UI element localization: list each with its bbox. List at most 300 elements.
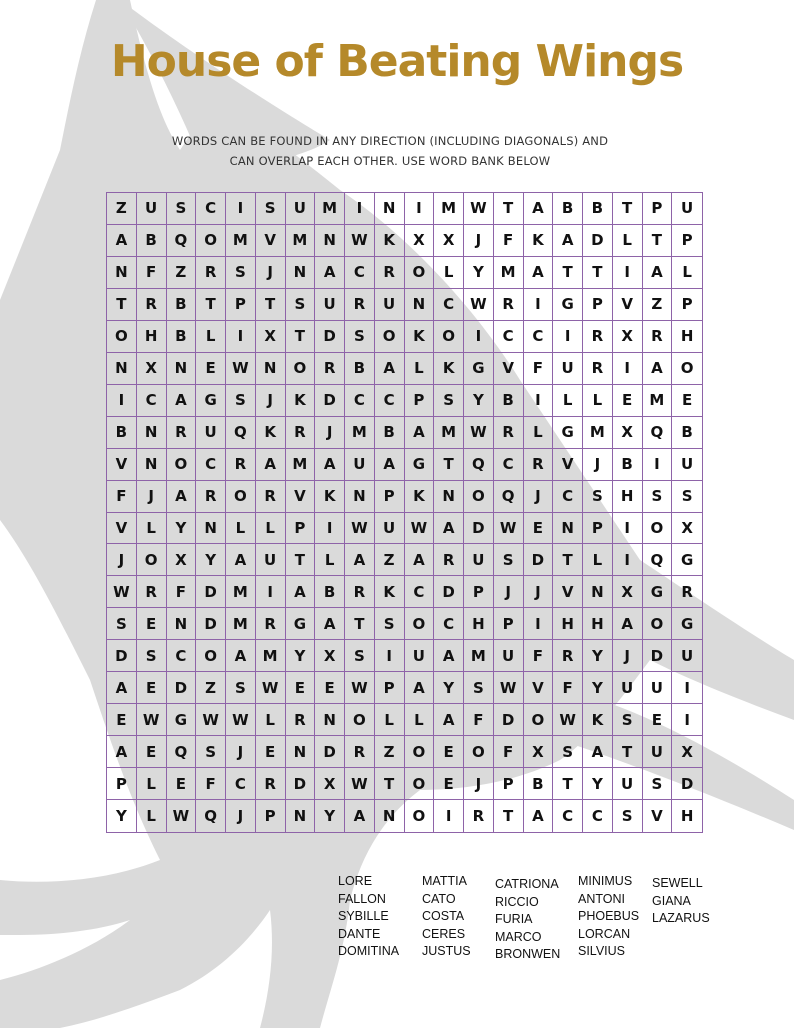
grid-cell[interactable]: S: [226, 672, 256, 704]
grid-cell[interactable]: O: [196, 640, 226, 672]
grid-cell[interactable]: N: [405, 289, 435, 321]
grid-cell[interactable]: J: [107, 544, 137, 576]
grid-cell[interactable]: T: [375, 768, 405, 800]
grid-cell[interactable]: D: [286, 768, 316, 800]
grid-cell[interactable]: P: [494, 768, 524, 800]
grid-cell[interactable]: I: [613, 544, 643, 576]
grid-cell[interactable]: C: [196, 449, 226, 481]
grid-cell[interactable]: S: [107, 608, 137, 640]
grid-cell[interactable]: S: [226, 257, 256, 289]
grid-cell[interactable]: U: [672, 640, 702, 672]
grid-cell[interactable]: H: [464, 608, 494, 640]
grid-cell[interactable]: S: [553, 736, 583, 768]
grid-cell[interactable]: O: [643, 513, 673, 545]
grid-cell[interactable]: O: [672, 353, 702, 385]
grid-cell[interactable]: Y: [286, 640, 316, 672]
grid-cell[interactable]: A: [286, 576, 316, 608]
grid-cell[interactable]: O: [196, 225, 226, 257]
grid-cell[interactable]: W: [226, 704, 256, 736]
grid-cell[interactable]: U: [613, 768, 643, 800]
grid-cell[interactable]: T: [256, 289, 286, 321]
grid-cell[interactable]: P: [286, 513, 316, 545]
grid-cell[interactable]: L: [672, 257, 702, 289]
grid-cell[interactable]: I: [315, 513, 345, 545]
grid-cell[interactable]: J: [256, 385, 286, 417]
grid-cell[interactable]: J: [524, 576, 554, 608]
grid-cell[interactable]: M: [494, 257, 524, 289]
grid-cell[interactable]: X: [672, 513, 702, 545]
grid-cell[interactable]: D: [643, 640, 673, 672]
grid-cell[interactable]: I: [643, 449, 673, 481]
grid-cell[interactable]: N: [107, 353, 137, 385]
grid-cell[interactable]: I: [672, 672, 702, 704]
grid-cell[interactable]: S: [583, 481, 613, 513]
grid-cell[interactable]: E: [167, 768, 197, 800]
grid-cell[interactable]: S: [375, 608, 405, 640]
grid-cell[interactable]: T: [494, 800, 524, 832]
grid-cell[interactable]: T: [553, 544, 583, 576]
grid-cell[interactable]: P: [256, 800, 286, 832]
grid-cell[interactable]: Q: [494, 481, 524, 513]
grid-cell[interactable]: J: [494, 576, 524, 608]
grid-cell[interactable]: M: [315, 193, 345, 225]
grid-cell[interactable]: R: [345, 289, 375, 321]
grid-cell[interactable]: A: [107, 672, 137, 704]
grid-cell[interactable]: C: [494, 449, 524, 481]
grid-cell[interactable]: X: [256, 321, 286, 353]
grid-cell[interactable]: X: [613, 576, 643, 608]
grid-cell[interactable]: C: [345, 257, 375, 289]
grid-cell[interactable]: H: [553, 608, 583, 640]
grid-cell[interactable]: V: [107, 513, 137, 545]
grid-cell[interactable]: V: [613, 289, 643, 321]
grid-cell[interactable]: T: [286, 321, 316, 353]
grid-cell[interactable]: F: [107, 481, 137, 513]
grid-cell[interactable]: J: [137, 481, 167, 513]
grid-cell[interactable]: I: [405, 193, 435, 225]
grid-cell[interactable]: R: [464, 800, 494, 832]
grid-cell[interactable]: Y: [196, 544, 226, 576]
grid-cell[interactable]: P: [405, 385, 435, 417]
grid-cell[interactable]: G: [553, 417, 583, 449]
grid-cell[interactable]: E: [315, 672, 345, 704]
grid-cell[interactable]: T: [613, 736, 643, 768]
grid-cell[interactable]: A: [583, 736, 613, 768]
grid-cell[interactable]: N: [553, 513, 583, 545]
grid-cell[interactable]: D: [583, 225, 613, 257]
grid-cell[interactable]: N: [286, 736, 316, 768]
grid-cell[interactable]: Q: [196, 800, 226, 832]
grid-cell[interactable]: U: [375, 289, 405, 321]
grid-cell[interactable]: L: [137, 513, 167, 545]
grid-cell[interactable]: W: [167, 800, 197, 832]
grid-cell[interactable]: D: [315, 321, 345, 353]
grid-cell[interactable]: D: [494, 704, 524, 736]
grid-cell[interactable]: O: [524, 704, 554, 736]
grid-cell[interactable]: E: [196, 353, 226, 385]
grid-cell[interactable]: D: [196, 608, 226, 640]
grid-cell[interactable]: N: [434, 481, 464, 513]
grid-cell[interactable]: R: [524, 449, 554, 481]
grid-cell[interactable]: G: [286, 608, 316, 640]
grid-cell[interactable]: A: [256, 449, 286, 481]
grid-cell[interactable]: S: [286, 289, 316, 321]
grid-cell[interactable]: X: [613, 321, 643, 353]
grid-cell[interactable]: B: [524, 768, 554, 800]
grid-cell[interactable]: O: [107, 321, 137, 353]
grid-cell[interactable]: R: [196, 257, 226, 289]
grid-cell[interactable]: L: [524, 417, 554, 449]
grid-cell[interactable]: I: [256, 576, 286, 608]
grid-cell[interactable]: A: [434, 640, 464, 672]
grid-cell[interactable]: W: [464, 193, 494, 225]
grid-cell[interactable]: G: [464, 353, 494, 385]
grid-cell[interactable]: F: [553, 672, 583, 704]
grid-cell[interactable]: R: [256, 481, 286, 513]
grid-cell[interactable]: M: [286, 225, 316, 257]
grid-cell[interactable]: O: [405, 736, 435, 768]
grid-cell[interactable]: S: [226, 385, 256, 417]
grid-cell[interactable]: O: [464, 736, 494, 768]
grid-cell[interactable]: N: [256, 353, 286, 385]
grid-cell[interactable]: E: [107, 704, 137, 736]
grid-cell[interactable]: A: [434, 704, 464, 736]
grid-cell[interactable]: T: [286, 544, 316, 576]
grid-cell[interactable]: B: [315, 576, 345, 608]
grid-cell[interactable]: C: [583, 800, 613, 832]
grid-cell[interactable]: H: [680, 807, 694, 826]
grid-cell[interactable]: A: [315, 608, 345, 640]
grid-cell[interactable]: D: [434, 576, 464, 608]
grid-cell[interactable]: Y: [107, 800, 137, 832]
grid-cell[interactable]: I: [464, 321, 494, 353]
grid-cell[interactable]: P: [643, 193, 673, 225]
grid-cell[interactable]: I: [613, 513, 643, 545]
grid-cell[interactable]: L: [583, 385, 613, 417]
grid-cell[interactable]: O: [167, 449, 197, 481]
grid-cell[interactable]: P: [375, 481, 405, 513]
grid-cell[interactable]: I: [613, 353, 643, 385]
grid-cell[interactable]: W: [226, 353, 256, 385]
grid-cell[interactable]: R: [137, 289, 167, 321]
grid-cell[interactable]: B: [553, 193, 583, 225]
grid-cell[interactable]: U: [256, 544, 286, 576]
grid-cell[interactable]: E: [137, 608, 167, 640]
grid-cell[interactable]: L: [256, 704, 286, 736]
grid-cell[interactable]: M: [583, 417, 613, 449]
grid-cell[interactable]: Y: [315, 800, 345, 832]
grid-cell[interactable]: H: [672, 321, 702, 353]
grid-cell[interactable]: K: [524, 225, 554, 257]
grid-cell[interactable]: L: [613, 225, 643, 257]
grid-cell[interactable]: A: [107, 736, 137, 768]
grid-cell[interactable]: S: [345, 640, 375, 672]
grid-cell[interactable]: L: [137, 800, 167, 832]
grid-cell[interactable]: T: [107, 289, 137, 321]
grid-cell[interactable]: B: [375, 417, 405, 449]
grid-cell[interactable]: V: [524, 672, 554, 704]
grid-cell[interactable]: V: [553, 449, 583, 481]
grid-cell[interactable]: C: [196, 193, 226, 225]
grid-cell[interactable]: Y: [167, 513, 197, 545]
grid-cell[interactable]: D: [167, 672, 197, 704]
grid-cell[interactable]: C: [553, 481, 583, 513]
grid-cell[interactable]: G: [672, 608, 702, 640]
grid-cell[interactable]: A: [167, 385, 197, 417]
grid-cell[interactable]: X: [167, 544, 197, 576]
grid-cell[interactable]: A: [524, 257, 554, 289]
grid-cell[interactable]: S: [613, 800, 643, 832]
grid-cell[interactable]: V: [553, 576, 583, 608]
grid-cell[interactable]: O: [405, 768, 435, 800]
grid-cell[interactable]: U: [375, 513, 405, 545]
grid-cell[interactable]: Z: [643, 289, 673, 321]
grid-cell[interactable]: B: [672, 417, 702, 449]
grid-cell[interactable]: R: [256, 768, 286, 800]
grid-cell[interactable]: A: [167, 481, 197, 513]
grid-cell[interactable]: D: [672, 768, 702, 800]
grid-cell[interactable]: W: [137, 704, 167, 736]
grid-cell[interactable]: N: [315, 225, 345, 257]
grid-cell[interactable]: C: [405, 576, 435, 608]
grid-cell[interactable]: U: [553, 353, 583, 385]
grid-cell[interactable]: U: [464, 544, 494, 576]
grid-cell[interactable]: K: [315, 481, 345, 513]
grid-cell[interactable]: P: [464, 576, 494, 608]
grid-cell[interactable]: M: [345, 417, 375, 449]
grid-cell[interactable]: B: [494, 385, 524, 417]
grid-cell[interactable]: L: [405, 353, 435, 385]
grid-cell[interactable]: E: [137, 672, 167, 704]
grid-cell[interactable]: I: [524, 289, 554, 321]
grid-cell[interactable]: M: [434, 417, 464, 449]
grid-cell[interactable]: R: [286, 704, 316, 736]
grid-cell[interactable]: S: [137, 640, 167, 672]
grid-cell[interactable]: X: [524, 736, 554, 768]
grid-cell[interactable]: U: [286, 193, 316, 225]
grid-cell[interactable]: Z: [375, 544, 405, 576]
grid-cell[interactable]: W: [196, 704, 226, 736]
grid-cell[interactable]: S: [613, 704, 643, 736]
grid-cell[interactable]: W: [494, 513, 524, 545]
grid-cell[interactable]: U: [643, 736, 673, 768]
grid-cell[interactable]: G: [672, 544, 702, 576]
grid-cell[interactable]: C: [434, 608, 464, 640]
grid-cell[interactable]: I: [672, 704, 702, 736]
grid-cell[interactable]: C: [137, 385, 167, 417]
grid-cell[interactable]: U: [613, 672, 643, 704]
grid-cell[interactable]: R: [643, 321, 673, 353]
grid-cell[interactable]: V: [256, 225, 286, 257]
grid-cell[interactable]: D: [315, 385, 345, 417]
grid-cell[interactable]: P: [226, 289, 256, 321]
grid-cell[interactable]: S: [196, 736, 226, 768]
grid-cell[interactable]: I: [613, 257, 643, 289]
grid-cell[interactable]: C: [375, 385, 405, 417]
grid-cell[interactable]: R: [494, 417, 524, 449]
grid-cell[interactable]: E: [613, 385, 643, 417]
grid-cell[interactable]: X: [315, 640, 345, 672]
grid-cell[interactable]: C: [553, 800, 583, 832]
grid-cell[interactable]: R: [226, 449, 256, 481]
grid-cell[interactable]: H: [613, 481, 643, 513]
grid-cell[interactable]: Z: [375, 736, 405, 768]
grid-cell[interactable]: Q: [226, 417, 256, 449]
grid-cell[interactable]: T: [553, 768, 583, 800]
grid-cell[interactable]: R: [553, 640, 583, 672]
grid-cell[interactable]: F: [524, 353, 554, 385]
grid-cell[interactable]: A: [524, 800, 554, 832]
grid-cell[interactable]: I: [375, 640, 405, 672]
grid-cell[interactable]: N: [286, 257, 316, 289]
grid-cell[interactable]: T: [553, 257, 583, 289]
grid-cell[interactable]: T: [196, 289, 226, 321]
grid-cell[interactable]: K: [405, 481, 435, 513]
grid-cell[interactable]: O: [226, 481, 256, 513]
grid-cell[interactable]: E: [286, 672, 316, 704]
grid-cell[interactable]: T: [494, 193, 524, 225]
grid-cell[interactable]: W: [256, 672, 286, 704]
grid-cell[interactable]: W: [345, 513, 375, 545]
grid-cell[interactable]: A: [345, 544, 375, 576]
grid-cell[interactable]: P: [672, 289, 702, 321]
grid-cell[interactable]: O: [286, 353, 316, 385]
grid-cell[interactable]: S: [434, 385, 464, 417]
grid-cell[interactable]: A: [524, 193, 554, 225]
grid-cell[interactable]: S: [464, 672, 494, 704]
grid-cell[interactable]: W: [464, 289, 494, 321]
grid-cell[interactable]: J: [613, 640, 643, 672]
grid-cell[interactable]: V: [286, 481, 316, 513]
grid-cell[interactable]: M: [434, 193, 464, 225]
grid-cell[interactable]: A: [405, 417, 435, 449]
grid-cell[interactable]: D: [524, 544, 554, 576]
grid-cell[interactable]: N: [315, 704, 345, 736]
grid-cell[interactable]: S: [167, 193, 197, 225]
grid-cell[interactable]: J: [583, 449, 613, 481]
grid-cell[interactable]: A: [434, 513, 464, 545]
grid-cell[interactable]: T: [345, 608, 375, 640]
grid-cell[interactable]: Y: [464, 257, 494, 289]
grid-cell[interactable]: L: [405, 704, 435, 736]
grid-cell[interactable]: S: [256, 193, 286, 225]
grid-cell[interactable]: P: [583, 513, 613, 545]
grid-cell[interactable]: L: [583, 544, 613, 576]
grid-cell[interactable]: P: [672, 225, 702, 257]
grid-cell[interactable]: W: [405, 513, 435, 545]
grid-cell[interactable]: A: [405, 544, 435, 576]
grid-cell[interactable]: N: [107, 257, 137, 289]
grid-cell[interactable]: O: [137, 544, 167, 576]
grid-cell[interactable]: P: [107, 768, 137, 800]
grid-cell[interactable]: W: [345, 672, 375, 704]
grid-cell[interactable]: F: [494, 225, 524, 257]
grid-cell[interactable]: U: [405, 640, 435, 672]
grid-cell[interactable]: M: [286, 449, 316, 481]
grid-cell[interactable]: X: [315, 768, 345, 800]
grid-cell[interactable]: N: [345, 481, 375, 513]
grid-cell[interactable]: X: [672, 736, 702, 768]
grid-cell[interactable]: R: [583, 321, 613, 353]
grid-cell[interactable]: I: [553, 321, 583, 353]
grid-cell[interactable]: E: [434, 768, 464, 800]
grid-cell[interactable]: I: [434, 800, 464, 832]
grid-cell[interactable]: X: [434, 225, 464, 257]
grid-cell[interactable]: U: [137, 193, 167, 225]
grid-cell[interactable]: I: [524, 385, 554, 417]
grid-cell[interactable]: L: [375, 704, 405, 736]
grid-cell[interactable]: C: [524, 321, 554, 353]
grid-cell[interactable]: N: [286, 800, 316, 832]
grid-cell[interactable]: K: [256, 417, 286, 449]
grid-cell[interactable]: A: [375, 353, 405, 385]
grid-cell[interactable]: N: [137, 417, 167, 449]
grid-cell[interactable]: V: [107, 449, 137, 481]
grid-cell[interactable]: O: [405, 608, 435, 640]
grid-cell[interactable]: W: [553, 704, 583, 736]
grid-cell[interactable]: G: [405, 449, 435, 481]
grid-cell[interactable]: R: [196, 481, 226, 513]
grid-cell[interactable]: M: [464, 640, 494, 672]
grid-cell[interactable]: G: [167, 704, 197, 736]
grid-cell[interactable]: T: [613, 193, 643, 225]
grid-cell[interactable]: B: [107, 417, 137, 449]
grid-cell[interactable]: E: [256, 736, 286, 768]
grid-cell[interactable]: B: [137, 225, 167, 257]
grid-cell[interactable]: N: [375, 193, 405, 225]
grid-cell[interactable]: A: [315, 257, 345, 289]
grid-cell[interactable]: O: [434, 321, 464, 353]
grid-cell[interactable]: H: [583, 608, 613, 640]
grid-cell[interactable]: C: [226, 768, 256, 800]
grid-cell[interactable]: V: [643, 800, 673, 832]
grid-cell[interactable]: U: [196, 417, 226, 449]
grid-cell[interactable]: O: [345, 704, 375, 736]
grid-cell[interactable]: Y: [583, 672, 613, 704]
grid-cell[interactable]: U: [643, 672, 673, 704]
grid-cell[interactable]: U: [345, 449, 375, 481]
grid-cell[interactable]: R: [375, 257, 405, 289]
grid-cell[interactable]: K: [583, 704, 613, 736]
grid-cell[interactable]: E: [672, 385, 702, 417]
grid-cell[interactable]: S: [643, 768, 673, 800]
grid-cell[interactable]: M: [226, 576, 256, 608]
grid-cell[interactable]: R: [256, 608, 286, 640]
grid-cell[interactable]: O: [405, 800, 435, 832]
grid-cell[interactable]: T: [583, 257, 613, 289]
grid-cell[interactable]: Y: [434, 672, 464, 704]
grid-cell[interactable]: J: [464, 225, 494, 257]
grid-cell[interactable]: B: [167, 289, 197, 321]
grid-cell[interactable]: D: [196, 576, 226, 608]
grid-cell[interactable]: C: [167, 640, 197, 672]
grid-cell[interactable]: J: [256, 257, 286, 289]
grid-cell[interactable]: C: [494, 321, 524, 353]
grid-cell[interactable]: L: [226, 513, 256, 545]
grid-cell[interactable]: O: [405, 257, 435, 289]
grid-cell[interactable]: R: [286, 417, 316, 449]
grid-cell[interactable]: O: [643, 608, 673, 640]
grid-cell[interactable]: E: [137, 736, 167, 768]
grid-cell[interactable]: E: [524, 513, 554, 545]
grid-cell[interactable]: I: [226, 193, 256, 225]
grid-cell[interactable]: K: [375, 576, 405, 608]
grid-cell[interactable]: B: [583, 193, 613, 225]
grid-cell[interactable]: Z: [167, 257, 197, 289]
grid-cell[interactable]: O: [464, 481, 494, 513]
grid-cell[interactable]: A: [315, 449, 345, 481]
grid-cell[interactable]: V: [494, 353, 524, 385]
